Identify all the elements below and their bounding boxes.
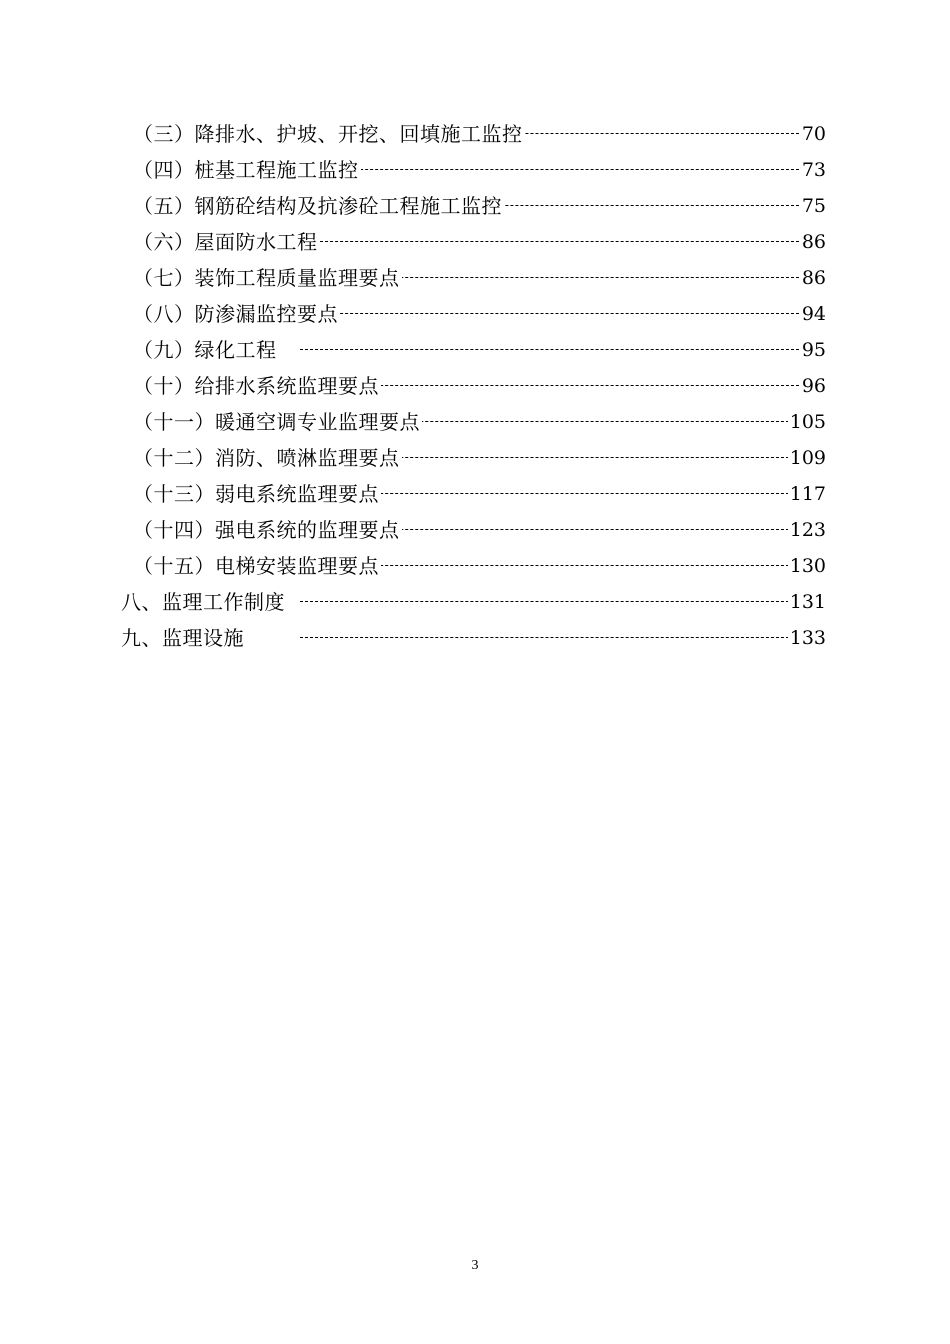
toc-entry-title: （八）防渗漏监控要点 [133, 296, 340, 332]
toc-entry-title: 八、监理工作制度 [121, 584, 287, 620]
toc-entry-page: 133 [788, 620, 826, 656]
toc-entry-page: 86 [800, 224, 826, 260]
toc-entry[interactable] [0, 188, 950, 224]
toc-entry[interactable] [0, 260, 950, 296]
toc-entry-page: 75 [800, 188, 826, 224]
dot-leader [300, 169, 814, 170]
toc-entry-title: （十一）暖通空调专业监理要点 [133, 404, 422, 440]
toc-entry[interactable] [0, 620, 950, 656]
toc-entry[interactable] [0, 584, 950, 620]
toc-entry[interactable] [0, 404, 950, 440]
toc-entry-page: 94 [800, 296, 826, 332]
toc-entry-title: （十三）弱电系统监理要点 [133, 476, 381, 512]
toc-entry-title: （十四）强电系统的监理要点 [133, 512, 402, 548]
toc-entry-page: 70 [800, 116, 826, 152]
toc-entry-page: 95 [800, 332, 826, 368]
toc-entry-page: 86 [800, 260, 826, 296]
page-number: 3 [471, 1258, 479, 1273]
dot-leader [300, 637, 814, 638]
toc-entry-title: （十五）电梯安装监理要点 [133, 548, 381, 584]
toc-entry-page: 73 [800, 152, 826, 188]
dot-leader [300, 601, 814, 602]
toc-entry[interactable] [0, 116, 950, 152]
toc-entry[interactable] [0, 368, 950, 404]
dot-leader [300, 313, 814, 314]
toc-entry-title: （六）屋面防水工程 [133, 224, 320, 260]
toc-entry-title: （七）装饰工程质量监理要点 [133, 260, 402, 296]
toc-entry-page: 123 [788, 512, 826, 548]
toc-entry-title: （九）绿化工程 [133, 332, 279, 368]
toc-entry[interactable] [0, 512, 950, 548]
toc-entry-page: 131 [788, 584, 826, 620]
table-of-contents [0, 116, 950, 656]
toc-entry-title: （三）降排水、护坡、开挖、回填施工监控 [133, 116, 525, 152]
toc-entry[interactable] [0, 440, 950, 476]
toc-entry[interactable] [0, 152, 950, 188]
toc-entry[interactable] [0, 224, 950, 260]
toc-entry[interactable] [0, 332, 950, 368]
dot-leader [300, 241, 814, 242]
toc-entry-title: （四）桩基工程施工监控 [133, 152, 361, 188]
dot-leader [300, 349, 814, 350]
toc-entry-title: 九、监理设施 [121, 620, 246, 656]
toc-entry[interactable] [0, 548, 950, 584]
toc-entry-page: 105 [788, 404, 826, 440]
toc-entry-title: （五）钢筋砼结构及抗渗砼工程施工监控 [133, 188, 504, 224]
toc-entry-page: 109 [788, 440, 826, 476]
toc-entry-title: （十）给排水系统监理要点 [133, 368, 381, 404]
toc-entry[interactable] [0, 296, 950, 332]
toc-entry-title: （十二）消防、喷淋监理要点 [133, 440, 402, 476]
toc-entry-page: 130 [788, 548, 826, 584]
toc-entry-page: 117 [788, 476, 826, 512]
toc-entry-page: 96 [800, 368, 826, 404]
toc-entry[interactable] [0, 476, 950, 512]
